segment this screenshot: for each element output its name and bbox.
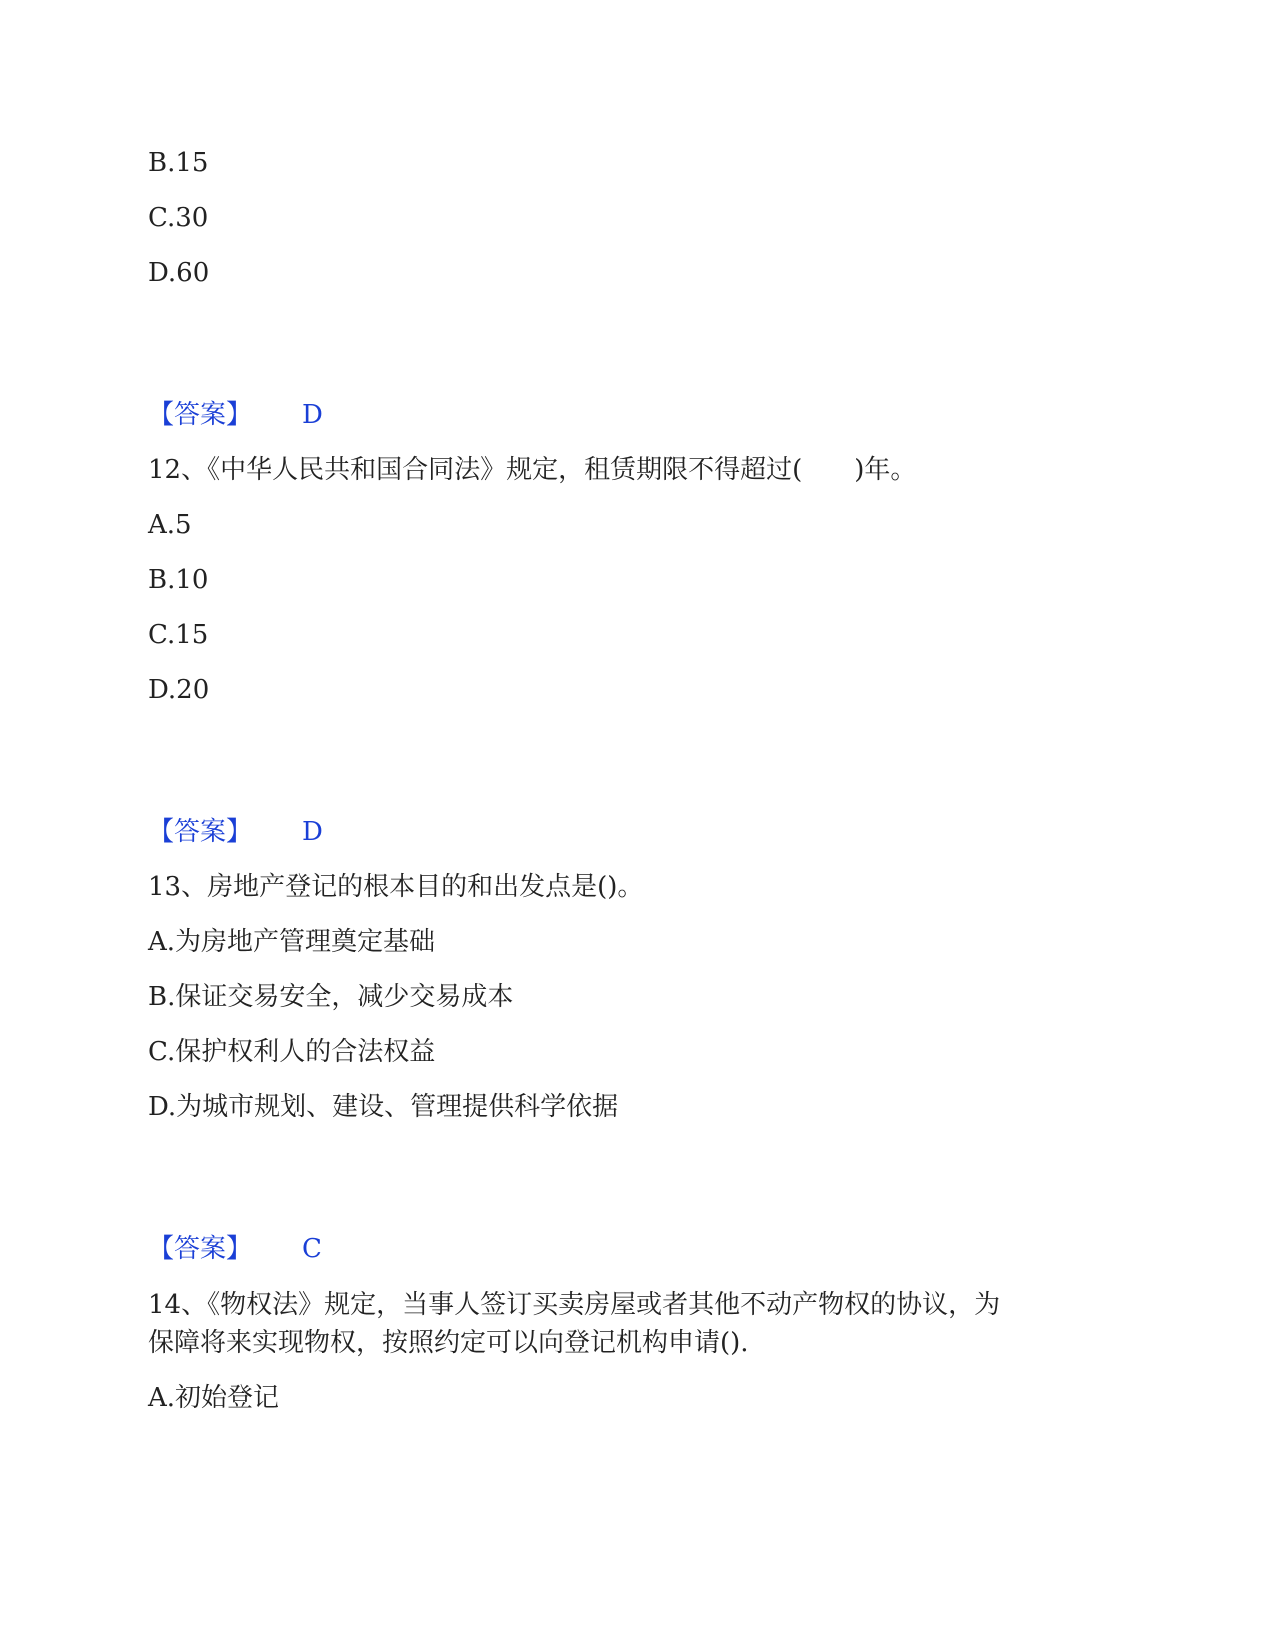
q12-answer — [148, 817, 323, 847]
q14-stem-line-2: 保障将来实现物权，按照约定可以向登记机构申请(). — [148, 1328, 749, 1358]
q12-option-c: C.15 — [148, 620, 209, 650]
q11-option-c: C.30 — [148, 203, 209, 233]
answer-label: 【答案】 — [148, 1234, 253, 1264]
answer-value: D — [302, 400, 323, 430]
q13-option-c: C.保护权利人的合法权益 — [148, 1037, 436, 1067]
q13-answer — [148, 1234, 322, 1264]
q11-option-b: B.15 — [148, 148, 209, 178]
q13-option-a: A.为房地产管理奠定基础 — [148, 927, 436, 957]
answer-value: D — [302, 817, 323, 847]
q14-stem-line-1: 14、《物权法》规定，当事人签订买卖房屋或者其他不动产物权的协议，为 — [148, 1290, 1001, 1320]
answer-value: C — [302, 1234, 322, 1264]
q11-option-d: D.60 — [148, 258, 210, 288]
q13-stem: 13、房地产登记的根本目的和出发点是()。 — [148, 872, 644, 902]
q13-option-b: B.保证交易安全，减少交易成本 — [148, 982, 514, 1012]
q12-option-b: B.10 — [148, 565, 209, 595]
q13-option-d: D.为城市规划、建设、管理提供科学依据 — [148, 1092, 619, 1122]
q12-option-d: D.20 — [148, 675, 210, 705]
q11-answer — [148, 400, 323, 430]
answer-label: 【答案】 — [148, 400, 253, 430]
q14-option-a: A.初始登记 — [148, 1383, 280, 1413]
answer-label: 【答案】 — [148, 817, 253, 847]
q12-stem: 12、《中华人民共和国合同法》规定，租赁期限不得超过( )年。 — [148, 455, 917, 485]
q12-option-a: A.5 — [148, 510, 192, 540]
